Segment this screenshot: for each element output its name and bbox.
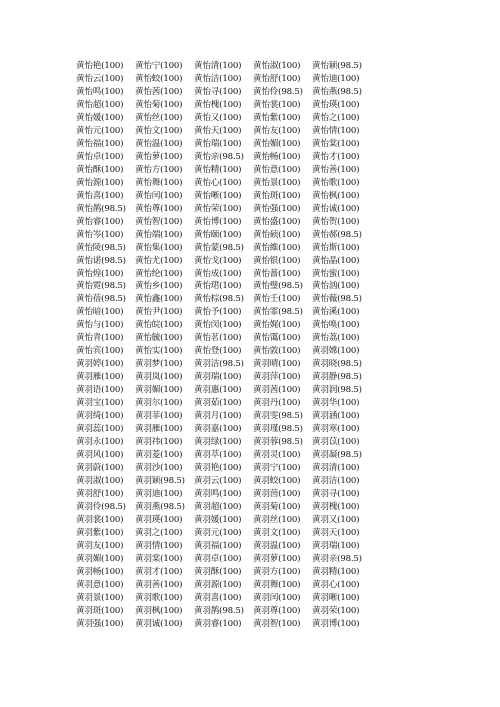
table-cell: 黄怡霏(98.5) (253, 307, 303, 318)
table-cell: 黄羽菊(100) (253, 501, 301, 512)
table-cell: 黄羽寻(100) (312, 488, 360, 499)
table-cell: 黄羽伶(98.5) (76, 501, 126, 512)
table-cell: 黄怡闵(100) (194, 320, 242, 331)
table-cell: 黄怡友(100) (253, 125, 301, 136)
table-cell: 黄怡荣(100) (194, 203, 242, 214)
table-cell: 黄羽寒(100) (312, 424, 360, 435)
table-cell: 黄怡斑(100) (253, 190, 301, 201)
table-cell: 黄羽蛟(100) (253, 476, 301, 486)
table-cell: 黄怡尤(100) (135, 255, 183, 266)
table-cell: 黄羽情(100) (135, 540, 183, 551)
table-cell: 黄怡亲(98.5) (194, 151, 244, 162)
table-cell: 黄怡智(100) (135, 216, 183, 227)
table-cell: 黄怡戈(100) (194, 255, 242, 266)
table-cell: 黄怡棕(98.5) (194, 294, 244, 305)
table-cell: 黄羽斑(100) (76, 605, 124, 616)
table-cell: 黄怡酥(100) (76, 164, 124, 175)
table-cell: 黄怡媚(100) (253, 138, 301, 149)
table-cell: 黄怡温(100) (135, 138, 183, 149)
table-cell: 黄怡尊(100) (135, 203, 183, 214)
table-cell: 黄羽茹(100) (194, 398, 242, 409)
table-cell: 黄怡毓(100) (135, 333, 183, 344)
table-cell: 黄羽颖(98.5) (135, 476, 185, 486)
table-cell: 黄羽瑾(98.5) (253, 424, 303, 435)
table-cell: 黄怡燕(98.5) (312, 86, 362, 97)
table-cell: 黄羽雁(100) (135, 424, 183, 435)
table-cell: 黄怡鑫(100) (135, 294, 183, 305)
table-cell: 黄怡溪(100) (312, 307, 360, 318)
table-cell: 黄羽雁(100) (76, 372, 124, 383)
name-score-table (76, 60, 372, 631)
table-cell: 黄怡晶(100) (312, 255, 360, 266)
table-cell: 黄怡暗(100) (76, 307, 124, 318)
table-cell: 黄怡颐(100) (194, 229, 242, 240)
table-cell: 黄怡萝(100) (135, 151, 183, 162)
table-cell: 黄羽棠(100) (135, 553, 183, 564)
table-cell: 黄怡裳(100) (253, 99, 301, 110)
table-cell: 黄怡陵(98.5) (76, 242, 126, 253)
table-cell: 黄羽源(100) (194, 579, 242, 590)
table-cell: 黄怡茜(100) (135, 86, 183, 97)
table-cell: 黄怡舒(100) (253, 73, 301, 84)
table-cell: 黄怡荔(100) (312, 333, 360, 344)
table-cell: 黄羽洁(100) (312, 476, 360, 486)
table-cell: 黄怡娓(100) (253, 320, 301, 331)
table-cell: 黄怡贺(100) (312, 216, 360, 227)
table-cell: 黄羽灵(100) (253, 450, 301, 461)
table-cell: 黄怡蛟(100) (135, 73, 183, 84)
table-cell: 黄羽静(98.5) (312, 372, 362, 383)
table-cell: 黄羽瑛(100) (135, 514, 183, 525)
table-cell: 黄羽裳(100) (76, 514, 124, 525)
table-cell: 黄羽蓉(98.5) (253, 437, 303, 448)
table-cell: 黄羽萝(100) (253, 553, 301, 564)
table-cell: 黄羽媛(100) (194, 514, 242, 525)
table-cell: 黄羽槐(100) (312, 501, 360, 512)
table-cell: 黄羽绿(100) (194, 437, 242, 448)
table-cell: 黄羽华(100) (312, 398, 360, 409)
table-cell: 黄怡意(100) (253, 164, 301, 175)
table-cell: 黄怡宾(100) (76, 346, 124, 357)
table-cell: 黄羽宁(100) (253, 463, 301, 474)
table-cell: 黄羽睿(100) (194, 618, 242, 629)
table-cell: 黄怡诺(98.5) (76, 255, 126, 266)
table-cell: 黄羽强(100) (76, 618, 124, 629)
table-cell: 黄羽艳(100) (194, 463, 242, 474)
table-cell: 黄怡盛(100) (253, 216, 301, 227)
table-cell: 黄怡維(100) (253, 242, 301, 253)
table-cell: 黄羽才(100) (135, 566, 183, 577)
table-cell: 黄怡福(100) (76, 138, 124, 149)
table-cell: 黄羽茜(100) (253, 385, 301, 396)
table-cell: 黄羽萍(100) (253, 372, 301, 383)
table-cell: 黄羽晓(98.5) (312, 359, 362, 370)
table-cell: 黄羽枫(100) (135, 605, 183, 616)
table-cell: 黄羽又(100) (312, 514, 360, 525)
table-cell: 黄羽燕(98.5) (135, 501, 185, 512)
table-cell: 黄羽亲(98.5) (312, 553, 362, 564)
table-cell: 黄怡壬(100) (253, 294, 301, 305)
table-cell: 黄怡予(100) (194, 307, 242, 318)
table-cell: 黄怡枫(100) (312, 190, 360, 201)
table-cell: 黄怡情(100) (312, 125, 360, 136)
table-cell: 黄怡媛(100) (76, 112, 124, 123)
table-cell: 黄怡珺(100) (194, 281, 242, 292)
table-cell: 黄怡艳(100) (76, 61, 124, 71)
table-cell: 黄怡闰(100) (135, 190, 183, 201)
table-cell: 黄羽祎(100) (135, 437, 183, 448)
table-cell: 黄怡岑(100) (76, 229, 124, 240)
table-cell: 黄怡汹(100) (312, 281, 360, 292)
table-cell: 黄怡集(100) (135, 242, 183, 253)
table-cell: 黄怡卓(100) (76, 151, 124, 162)
table-cell: 黄怡超(100) (76, 99, 124, 110)
table-cell: 黄羽清(100) (312, 463, 360, 474)
table-cell: 黄羽晰(100) (312, 592, 360, 603)
table-cell: 黄怡蒙(98.5) (194, 242, 244, 253)
table-cell: 黄怡青(100) (76, 333, 124, 344)
table-cell: 黄羽善(100) (135, 579, 183, 590)
table-cell: 黄羽福(100) (194, 540, 242, 551)
table-cell: 黄羽瑞(100) (312, 540, 360, 551)
table-cell: 黄羽元(100) (194, 527, 242, 538)
table-cell: 黄羽凝(98.5) (312, 450, 362, 461)
table-cell: 黄羽宝(100) (76, 398, 124, 409)
table-cell: 黄羽淑(100) (76, 476, 124, 486)
table-cell: 黄羽月(100) (194, 411, 242, 422)
table-cell: 黄怡棠(100) (312, 138, 360, 149)
table-cell: 黄怡晰(100) (194, 190, 242, 201)
table-cell: 黄羽永(100) (76, 437, 124, 448)
table-cell: 黄怡唤(100) (312, 320, 360, 331)
table-cell: 黄怡银(100) (253, 255, 301, 266)
table-cell: 黄羽酥(100) (194, 566, 242, 577)
table-cell: 黄羽绮(100) (76, 411, 124, 422)
table-cell: 黄怡郝(98.5) (312, 229, 362, 240)
table-cell: 黄怡睿(100) (76, 216, 124, 227)
table-cell: 黄羽迪(100) (135, 488, 183, 499)
table-cell: 黄怡成(100) (194, 268, 242, 279)
table-cell: 黄羽超(100) (194, 501, 242, 512)
table-cell: 黄羽友(100) (76, 540, 124, 551)
table-cell: 黄怡斯(100) (312, 242, 360, 253)
table-cell: 黄怡元(100) (76, 125, 124, 136)
table-cell: 黄羽天(100) (312, 527, 360, 538)
table-cell: 黄怡登(100) (194, 346, 242, 357)
table-cell: 黄羽梦(100) (135, 359, 183, 370)
table-cell: 黄羽丹(100) (253, 398, 301, 409)
table-cell: 黄羽菱(100) (135, 450, 183, 461)
table-cell: 黄怡乡(100) (135, 281, 183, 292)
table-cell: 黄怡纶(100) (135, 268, 183, 279)
table-cell: 黄怡歌(100) (312, 177, 360, 188)
table-cell: 黄羽嘉(100) (194, 424, 242, 435)
table-cell: 黄怡鸣(100) (76, 86, 124, 97)
table-cell: 黄羽风(100) (76, 450, 124, 461)
table-cell: 黄羽博(100) (312, 618, 360, 629)
table-cell: 黄怡伶(98.5) (253, 86, 303, 97)
table-cell: 黄羽荣(100) (312, 605, 360, 616)
table-cell: 黄怡精(100) (194, 164, 242, 175)
table-cell: 黄怡天(100) (194, 125, 242, 136)
table-cell: 黄羽喜(100) (194, 592, 242, 603)
table-cell: 黄怡方(100) (135, 164, 183, 175)
table-cell: 黄羽之(100) (135, 527, 183, 538)
table-cell: 黄羽润(98.5) (312, 385, 362, 396)
table-cell: 黄怡迪(100) (312, 73, 360, 84)
table-cell: 黄羽嫦(100) (312, 346, 360, 357)
table-cell: 黄羽舒(100) (76, 488, 124, 499)
table-cell: 黄羽尔(100) (135, 398, 183, 409)
table-cell: 黄羽智(100) (253, 618, 301, 629)
table-cell: 黄怡洁(100) (194, 73, 242, 84)
table-cell: 黄怡蜜(100) (312, 268, 360, 279)
table-cell: 黄怡尹(100) (135, 307, 183, 318)
table-cell: 黄羽沙(100) (135, 463, 183, 474)
table-cell: 黄羽景(100) (76, 592, 124, 603)
table-cell: 黄怡文(100) (135, 125, 183, 136)
table-cell: 黄怡皖(100) (135, 320, 183, 331)
table-cell: 黄怡云(100) (76, 73, 124, 84)
table-cell: 黄羽雯(98.5) (253, 411, 303, 422)
table-cell: 黄羽方(100) (253, 566, 301, 577)
table-cell: 黄怡与(100) (76, 320, 124, 331)
table-cell: 黄怡蔷(100) (253, 268, 301, 279)
table-cell: 黄怡丝(100) (135, 112, 183, 123)
table-cell: 黄羽闰(100) (253, 592, 301, 603)
table-cell: 黄羽茵(100) (253, 488, 301, 499)
table-cell: 黄羽卓(100) (194, 553, 242, 564)
table-cell: 黄羽温(100) (253, 540, 301, 551)
table-cell: 黄羽鸣(100) (194, 488, 242, 499)
table-cell: 黄怡紫(100) (253, 112, 301, 123)
table-cell: 黄羽畅(100) (76, 566, 124, 577)
table-cell: 黄羽歌(100) (135, 592, 183, 603)
table-cell: 黄怡菊(100) (135, 99, 183, 110)
table-cell: 黄羽云(100) (194, 476, 242, 486)
table-cell: 黄怡薇(98.5) (312, 294, 362, 305)
table-cell: 黄羽舞(100) (253, 579, 301, 590)
table-cell: 黄怡清(100) (194, 61, 242, 71)
table-cell: 黄怡璧(98.5) (253, 281, 303, 292)
table-cell: 黄怡蓓(98.5) (76, 294, 126, 305)
table-cell: 黄羽心(100) (312, 579, 360, 590)
table-cell: 黄羽精(100) (312, 566, 360, 577)
table-cell: 黄怡之(100) (312, 112, 360, 123)
table-cell: 黄羽文(100) (253, 527, 301, 538)
table-cell: 黄羽蕊(100) (76, 424, 124, 435)
table-cell: 黄怡又(100) (194, 112, 242, 123)
table-cell: 黄怡博(100) (194, 216, 242, 227)
table-cell: 黄羽萃(100) (194, 450, 242, 461)
table-cell: 黄羽丝(100) (253, 514, 301, 525)
table-cell: 黄羽岚(100) (135, 372, 183, 383)
table-cell: 黄怡强(100) (253, 203, 301, 214)
table-cell: 黄羽婷(100) (76, 359, 124, 370)
table-cell: 黄羽诚(100) (135, 618, 183, 629)
table-cell: 黄怡霭(100) (253, 333, 301, 344)
table-cell: 黄羽媚(100) (76, 553, 124, 564)
table-cell: 黄羽鹊(98.5) (194, 605, 244, 616)
table-cell: 黄怡霓(98.5) (76, 281, 126, 292)
table-cell: 黄怡实(100) (135, 346, 183, 357)
table-cell: 黄怡鹊(98.5) (76, 203, 126, 214)
table-cell: 黄羽菲(100) (135, 411, 183, 422)
table-cell: 黄怡颖(98.5) (312, 61, 362, 71)
table-cell: 黄怡槐(100) (194, 99, 242, 110)
table-cell: 黄怡源(100) (76, 177, 124, 188)
table-cell: 黄羽苡(100) (312, 437, 360, 448)
table-cell: 黄怡宁(100) (135, 61, 183, 71)
table-cell: 黄羽紫(100) (76, 527, 124, 538)
table-cell: 黄羽瑞(100) (194, 372, 242, 383)
table-cell: 黄怡敦(100) (253, 346, 301, 357)
table-cell: 黄怡诚(100) (312, 203, 360, 214)
table-cell: 黄羽惠(100) (194, 385, 242, 396)
table-cell: 黄羽语(100) (76, 385, 124, 396)
table-cell: 黄怡瑞(100) (194, 138, 242, 149)
table-cell: 黄怡景(100) (253, 177, 301, 188)
table-cell: 黄怡煌(100) (76, 268, 124, 279)
table-cell: 黄怡善(100) (312, 164, 360, 175)
table-cell: 黄羽意(100) (76, 579, 124, 590)
table-cell: 黄怡畅(100) (253, 151, 301, 162)
table-cell: 黄怡舞(100) (135, 177, 183, 188)
table-cell: 黄怡寻(100) (194, 86, 242, 97)
table-cell: 黄羽媚(100) (135, 385, 183, 396)
table-cell: 黄怡茗(100) (194, 333, 242, 344)
table-cell: 黄怡瑛(100) (312, 99, 360, 110)
table-cell: 黄羽洁(98.5) (194, 359, 244, 370)
table-cell: 黄怡端(100) (135, 229, 183, 240)
table-cell: 黄羽晴(100) (253, 359, 301, 370)
table-cell: 黄怡硕(100) (253, 229, 301, 240)
table-cell: 黄羽涵(100) (312, 411, 360, 422)
table-cell: 黄羽尊(100) (253, 605, 301, 616)
table-cell: 黄怡心(100) (194, 177, 242, 188)
table-cell: 黄怡淑(100) (253, 61, 301, 71)
table-cell: 黄羽蔚(100) (76, 463, 124, 474)
table-cell: 黄怡喜(100) (76, 190, 124, 201)
table-cell: 黄怡才(100) (312, 151, 360, 162)
